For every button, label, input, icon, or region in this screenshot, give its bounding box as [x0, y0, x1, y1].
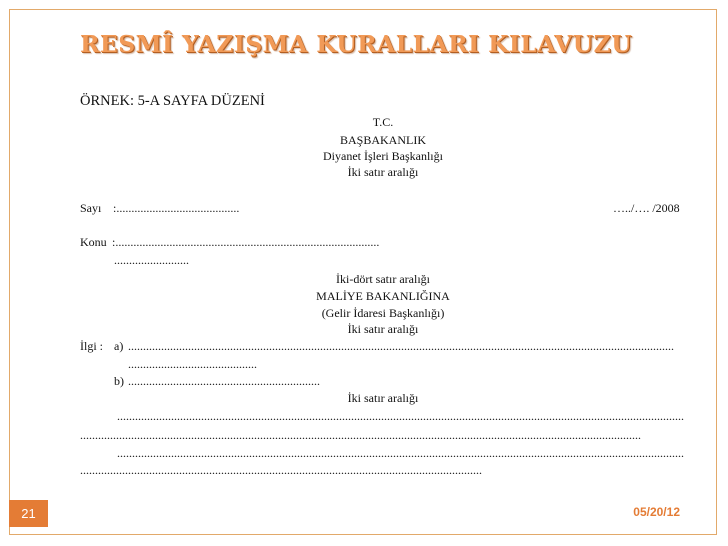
header-basbakanlik: BAŞBAKANLIK	[339, 133, 427, 147]
slide-title: RESMÎ YAZIŞMA KURALLARI KILAVUZU	[80, 30, 633, 58]
ilgi-a-label: a)	[114, 339, 124, 353]
header-spacing-note: İki satır aralığı	[347, 165, 419, 179]
addressee-ministry: MALİYE BAKANLIĞINA	[316, 289, 450, 303]
body-paragraph2-line2: ......................................................................................................................................	[80, 463, 482, 477]
slide-number: 21	[9, 500, 48, 527]
body-paragraph1-line2: ...........................................................................................................................................................................................	[80, 428, 641, 442]
body-spacing-note: İki satır aralığı	[347, 391, 419, 405]
body-paragraph2-line1: .............................................................................................................................................................................................	[117, 446, 684, 460]
example-heading: ÖRNEK: 5-A SAYFA DÜZENİ	[80, 93, 265, 109]
ilgi-b-label: b)	[114, 374, 124, 388]
addressee-spacing-note-2: İki satır aralığı	[347, 322, 419, 336]
addressee-spacing-note: İki-dört satır aralığı	[336, 272, 430, 286]
konu-line1: :........................................................................................	[112, 235, 380, 249]
body-paragraph1-line1: .............................................................................................................................................................................................	[117, 409, 684, 423]
ilgi-a-line1: ......................................................................................................................................................................................	[128, 339, 674, 353]
header-diyanet: Diyanet İşleri Başkanlığı	[323, 149, 443, 163]
ilgi-b-line: ................................................................	[128, 374, 320, 388]
header-tc: T.C.	[372, 115, 394, 129]
sayi-label: Sayı	[80, 201, 102, 215]
slide-date: 05/20/12	[633, 505, 680, 519]
konu-line2: .........................	[114, 253, 189, 267]
sayi-value: :.........................................	[113, 201, 240, 215]
ilgi-label: İlgi :	[80, 339, 103, 353]
addressee-department: (Gelir İdaresi Başkanlığı)	[321, 306, 445, 320]
sayi-date: …../…. /2008	[613, 201, 680, 215]
ilgi-a-line2: ...........................................	[128, 357, 257, 371]
konu-label: Konu	[80, 235, 107, 249]
